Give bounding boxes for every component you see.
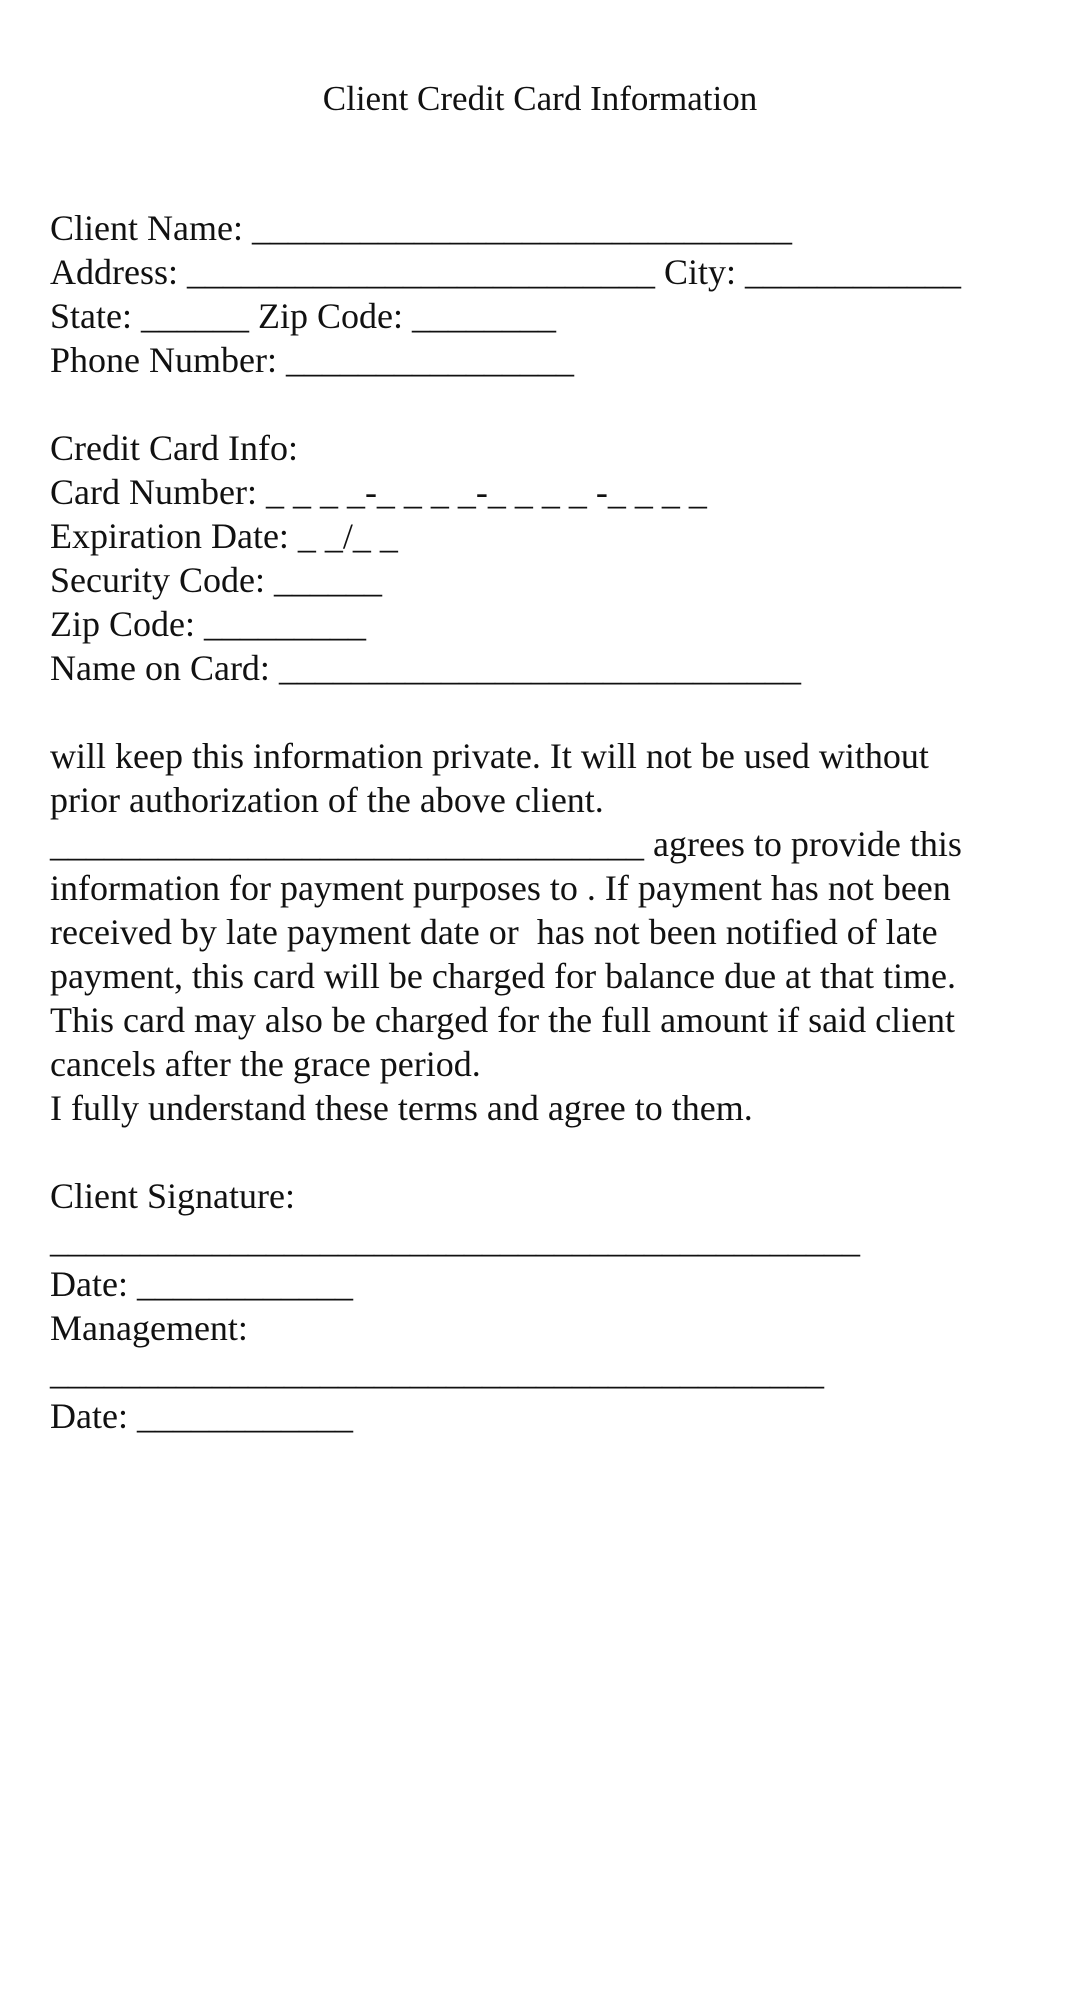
form-body	[50, 206, 1040, 1438]
terms-paragraph	[50, 734, 1010, 1130]
terms-line: information for payment purposes to . If payment has not been	[50, 868, 951, 908]
terms-line: This card may also be charged for the full amount if said client	[50, 1000, 956, 1040]
client-date-field[interactable]: Date: ____________	[50, 1264, 353, 1304]
credit-card-heading: Credit Card Info:	[50, 428, 298, 468]
spacer	[50, 1130, 1040, 1174]
document-title: Client Credit Card Information	[322, 79, 758, 118]
management-signature-field[interactable]: ___________________________________________	[50, 1352, 824, 1392]
expiration-date-field[interactable]: Expiration Date: _ _/_ _	[50, 516, 398, 556]
name-on-card-field[interactable]: Name on Card: _____________________________	[50, 648, 801, 688]
security-code-field[interactable]: Security Code: ______	[50, 560, 382, 600]
terms-acknowledgement: I fully understand these terms and agree to them.	[50, 1088, 753, 1128]
client-name-field[interactable]: Client Name: ______________________________	[50, 208, 792, 248]
terms-line: prior authorization of the above client.	[50, 780, 604, 820]
address-city-field[interactable]: Address: __________________________ City: ____________	[50, 252, 962, 292]
spacer	[50, 382, 1040, 426]
client-signature-label: Client Signature:	[50, 1176, 295, 1216]
terms-line: cancels after the grace period.	[50, 1044, 481, 1084]
terms-agreement-name-field[interactable]: _________________________________ agrees to provide this	[50, 824, 962, 864]
management-date-field[interactable]: Date: ____________	[50, 1396, 353, 1436]
management-label: Management:	[50, 1308, 248, 1348]
card-zip-code-field[interactable]: Zip Code: _________	[50, 604, 366, 644]
terms-line: will keep this information private. It will not be used without	[50, 736, 929, 776]
phone-number-field[interactable]: Phone Number: ________________	[50, 340, 574, 380]
terms-line: payment, this card will be charged for balance due at that time.	[50, 956, 956, 996]
client-signature-field[interactable]: _____________________________________________	[50, 1220, 860, 1260]
terms-line: received by late payment date or has not been notified of late	[50, 912, 938, 952]
card-number-field[interactable]: Card Number: _ _ _ _-_ _ _ _-_ _ _ _ -_ _ _ _	[50, 472, 707, 512]
state-zip-field[interactable]: State: ______ Zip Code: ________	[50, 296, 556, 336]
spacer	[50, 690, 1040, 734]
